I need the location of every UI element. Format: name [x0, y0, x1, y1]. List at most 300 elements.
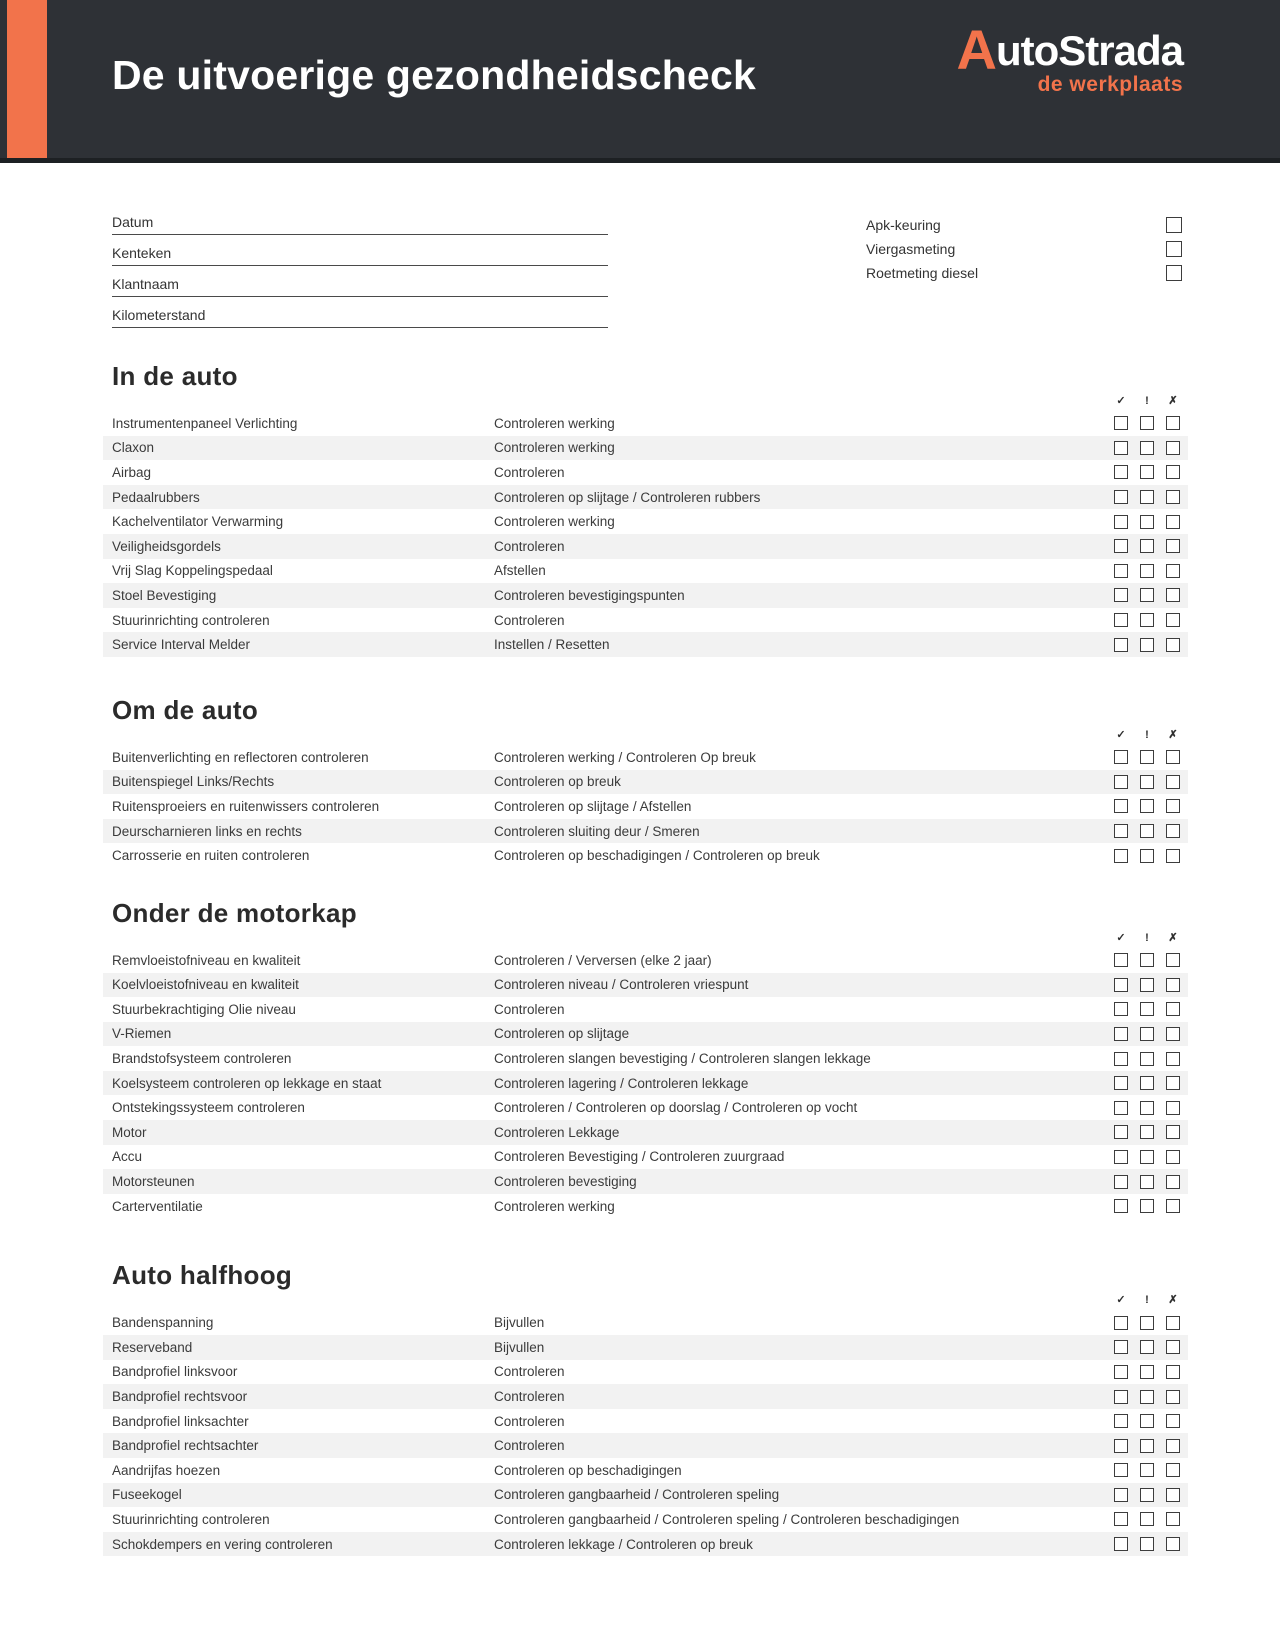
- cross-icon: ✗: [1168, 728, 1178, 741]
- row-checkbox-fail[interactable]: [1166, 1199, 1180, 1213]
- check-icon: ✓: [1116, 395, 1126, 407]
- row-checkbox-fail[interactable]: [1166, 515, 1180, 529]
- checklist-row: [103, 1310, 1188, 1335]
- cross-icon: ✗: [1168, 931, 1178, 944]
- row-checkbox-fail[interactable]: [1166, 564, 1180, 578]
- section-title: Auto halfhoog: [112, 1260, 293, 1291]
- row-checkbox-fail[interactable]: [1166, 1052, 1180, 1066]
- row-checkboxes: [1114, 490, 1180, 504]
- row-item-label: Ruitensproeiers en ruitenwissers controleren: [112, 798, 380, 814]
- row-item-label: Airbag: [112, 464, 152, 480]
- row-checkbox-ok[interactable]: [1114, 416, 1128, 430]
- row-checkbox-warn[interactable]: [1140, 1316, 1154, 1330]
- row-checkbox-warn[interactable]: [1140, 1175, 1154, 1189]
- row-checkbox-ok[interactable]: [1114, 824, 1128, 838]
- row-checkbox-warn[interactable]: [1140, 1439, 1154, 1453]
- row-action-label: Controleren: [494, 612, 565, 628]
- option-row: [866, 261, 1182, 285]
- row-checkbox-ok[interactable]: [1114, 515, 1128, 529]
- row-checkbox-warn[interactable]: [1140, 1027, 1154, 1041]
- row-checkbox-ok[interactable]: [1114, 1365, 1128, 1379]
- row-checkboxes: [1114, 1463, 1180, 1477]
- checklist-row: [103, 819, 1188, 844]
- row-item-label: Motor: [112, 1124, 147, 1140]
- row-item-label: Buitenspiegel Links/Rechts: [112, 774, 275, 790]
- row-item-label: Stoel Bevestiging: [112, 587, 217, 603]
- row-action-label: Controleren Lekkage: [494, 1124, 620, 1140]
- brand-logo: [956, 18, 1183, 96]
- row-checkbox-fail[interactable]: [1166, 1316, 1180, 1330]
- row-checkbox-warn[interactable]: [1140, 465, 1154, 479]
- row-item-label: Kachelventilator Verwarming: [112, 514, 284, 530]
- row-checkbox-fail[interactable]: [1166, 490, 1180, 504]
- row-checkbox-fail[interactable]: [1166, 1512, 1180, 1526]
- row-checkbox-warn[interactable]: [1140, 490, 1154, 504]
- row-action-label: Controleren op slijtage / Controleren rubbers: [494, 489, 761, 505]
- checklist-row: [103, 1458, 1188, 1483]
- row-checkbox-fail[interactable]: [1166, 465, 1180, 479]
- row-action-label: Controleren: [494, 464, 565, 480]
- brand-logo-subtitle: de werkplaats: [1037, 73, 1183, 96]
- row-checkboxes: [1114, 1316, 1180, 1330]
- row-item-label: Bandprofiel linksachter: [112, 1413, 249, 1429]
- row-checkbox-warn[interactable]: [1140, 1365, 1154, 1379]
- row-checkbox-ok[interactable]: [1114, 490, 1128, 504]
- row-item-label: Fuseekogel: [112, 1487, 182, 1503]
- row-checkbox-fail[interactable]: [1166, 750, 1180, 764]
- row-action-label: Controleren: [494, 1438, 565, 1454]
- row-checkbox-fail[interactable]: [1166, 1537, 1180, 1551]
- row-checkbox-warn[interactable]: [1140, 750, 1154, 764]
- row-checkbox-warn[interactable]: [1140, 441, 1154, 455]
- checklist-section: [103, 1260, 1188, 1556]
- checklist-row: [103, 843, 1188, 868]
- row-checkbox-warn[interactable]: [1140, 539, 1154, 553]
- form-field: [112, 213, 608, 235]
- row-checkboxes: [1114, 564, 1180, 578]
- row-checkbox-warn[interactable]: [1140, 638, 1154, 652]
- field-label: Kilometerstand: [112, 307, 206, 323]
- row-checkboxes: [1114, 849, 1180, 863]
- row-checkboxes: [1114, 465, 1180, 479]
- checklist-row: [103, 1095, 1188, 1120]
- row-action-label: Controleren: [494, 1364, 565, 1380]
- row-checkbox-warn[interactable]: [1140, 1512, 1154, 1526]
- row-checkbox-warn[interactable]: [1140, 1488, 1154, 1502]
- row-checkbox-warn[interactable]: [1140, 1150, 1154, 1164]
- field-label: Klantnaam: [112, 276, 179, 292]
- row-checkbox-ok[interactable]: [1114, 849, 1128, 863]
- row-action-label: Controleren lagering / Controleren lekkage: [494, 1075, 749, 1091]
- status-column-icons: [103, 1294, 1188, 1307]
- row-item-label: Aandrijfas hoezen: [112, 1462, 221, 1478]
- row-checkbox-warn[interactable]: [1140, 799, 1154, 813]
- row-checkboxes: [1114, 953, 1180, 967]
- row-checkbox-warn[interactable]: [1140, 1002, 1154, 1016]
- row-checkbox-ok[interactable]: [1114, 1316, 1128, 1330]
- row-checkbox-ok[interactable]: [1114, 1463, 1128, 1477]
- row-checkbox-ok[interactable]: [1114, 799, 1128, 813]
- row-checkbox-warn[interactable]: [1140, 564, 1154, 578]
- row-action-label: Controleren bevestiging: [494, 1174, 637, 1190]
- row-checkbox-fail[interactable]: [1166, 953, 1180, 967]
- row-action-label: Instellen / Resetten: [494, 637, 610, 653]
- checklist-section: [103, 898, 1188, 1219]
- row-action-label: Controleren bevestigingspunten: [494, 587, 685, 603]
- row-checkbox-ok[interactable]: [1114, 1027, 1128, 1041]
- row-checkbox-ok[interactable]: [1114, 750, 1128, 764]
- checklist-row: [103, 1169, 1188, 1194]
- checklist-row: [103, 745, 1188, 770]
- row-checkboxes: [1114, 1512, 1180, 1526]
- row-item-label: Accu: [112, 1149, 143, 1165]
- brand-logo-wordmark: [956, 18, 1183, 81]
- row-checkbox-fail[interactable]: [1166, 1463, 1180, 1477]
- option-label: Roetmeting diesel: [866, 265, 979, 281]
- row-item-label: Bandprofiel rechtsvoor: [112, 1389, 248, 1405]
- row-checkbox-warn[interactable]: [1140, 1537, 1154, 1551]
- row-checkbox-ok[interactable]: [1114, 1101, 1128, 1115]
- row-item-label: Ontstekingssysteem controleren: [112, 1100, 305, 1116]
- page-header: [0, 0, 1280, 163]
- checklist-row: [103, 485, 1188, 510]
- row-checkbox-fail[interactable]: [1166, 1414, 1180, 1428]
- row-checkbox-ok[interactable]: [1114, 564, 1128, 578]
- row-checkbox-fail[interactable]: [1166, 775, 1180, 789]
- warning-icon: !: [1145, 931, 1149, 944]
- row-checkbox-warn[interactable]: [1140, 1390, 1154, 1404]
- row-action-label: Controleren: [494, 538, 565, 554]
- row-checkbox-ok[interactable]: [1114, 441, 1128, 455]
- row-checkbox-ok[interactable]: [1114, 1052, 1128, 1066]
- check-icon: ✓: [1116, 931, 1126, 944]
- row-action-label: Controleren op slijtage / Afstellen: [494, 798, 692, 814]
- section-rows: [103, 1310, 1188, 1556]
- row-item-label: Stuurinrichting controleren: [112, 612, 270, 628]
- row-checkbox-ok[interactable]: [1114, 539, 1128, 553]
- row-action-label: Controleren werking: [494, 440, 615, 456]
- form-fields: [112, 213, 608, 337]
- section-title: Onder de motorkap: [112, 897, 357, 928]
- warning-icon: !: [1145, 728, 1149, 741]
- row-item-label: Koelvloeistofniveau en kwaliteit: [112, 977, 299, 993]
- row-item-label: Motorsteunen: [112, 1174, 195, 1190]
- row-checkbox-warn[interactable]: [1140, 1199, 1154, 1213]
- checklist-row: [103, 1384, 1188, 1409]
- row-checkboxes: [1114, 1390, 1180, 1404]
- row-checkbox-fail[interactable]: [1166, 1150, 1180, 1164]
- row-checkboxes: [1114, 1365, 1180, 1379]
- option-checkbox[interactable]: [1166, 217, 1182, 233]
- row-checkbox-ok[interactable]: [1114, 613, 1128, 627]
- row-checkbox-fail[interactable]: [1166, 441, 1180, 455]
- row-checkbox-fail[interactable]: [1166, 1365, 1180, 1379]
- row-item-label: Schokdempers en vering controleren: [112, 1536, 333, 1552]
- row-action-label: Controleren gangbaarheid / Controleren speling: [494, 1487, 780, 1503]
- row-checkboxes: [1114, 1199, 1180, 1213]
- checklist-row: [103, 973, 1188, 998]
- row-checkbox-warn[interactable]: [1140, 416, 1154, 430]
- row-item-label: Instrumentenpaneel Verlichting: [112, 415, 298, 431]
- field-label: Datum: [112, 214, 154, 230]
- checklist-row: [103, 1433, 1188, 1458]
- row-checkbox-ok[interactable]: [1114, 1199, 1128, 1213]
- checklist-row: [103, 1335, 1188, 1360]
- row-checkbox-ok[interactable]: [1114, 775, 1128, 789]
- row-checkboxes: [1114, 824, 1180, 838]
- field-input-line[interactable]: [112, 265, 608, 266]
- checklist-row: [103, 1532, 1188, 1557]
- checklist-row: [103, 509, 1188, 534]
- checklist-row: [103, 1194, 1188, 1219]
- row-checkboxes: [1114, 1340, 1180, 1354]
- row-checkbox-ok[interactable]: [1114, 1150, 1128, 1164]
- row-item-label: Koelsysteem controleren op lekkage en staat: [112, 1075, 382, 1091]
- row-checkbox-ok[interactable]: [1114, 1439, 1128, 1453]
- row-action-label: Controleren werking: [494, 514, 615, 530]
- row-checkboxes: [1114, 515, 1180, 529]
- row-checkbox-warn[interactable]: [1140, 953, 1154, 967]
- status-column-icons: [103, 932, 1188, 945]
- row-checkbox-warn[interactable]: [1140, 978, 1154, 992]
- checklist-row: [103, 1409, 1188, 1434]
- row-checkboxes: [1114, 539, 1180, 553]
- status-column-icons: [103, 395, 1188, 408]
- row-checkboxes: [1114, 978, 1180, 992]
- row-checkbox-ok[interactable]: [1114, 1390, 1128, 1404]
- row-checkbox-ok[interactable]: [1114, 1125, 1128, 1139]
- checklist-row: [103, 583, 1188, 608]
- warning-icon: !: [1145, 1294, 1149, 1307]
- row-checkbox-warn[interactable]: [1140, 775, 1154, 789]
- row-action-label: Controleren gangbaarheid / Controleren speling / Controleren beschadigingen: [494, 1511, 960, 1527]
- check-icon: ✓: [1116, 1294, 1126, 1307]
- checklist-row: [103, 608, 1188, 633]
- sections: [0, 361, 1280, 1556]
- field-input-line[interactable]: [112, 327, 608, 328]
- row-item-label: Stuurbekrachtiging Olie niveau: [112, 1001, 296, 1017]
- row-action-label: Controleren slangen bevestiging / Controleren slangen lekkage: [494, 1051, 871, 1067]
- row-checkbox-fail[interactable]: [1166, 849, 1180, 863]
- row-checkboxes: [1114, 799, 1180, 813]
- row-checkbox-fail[interactable]: [1166, 1439, 1180, 1453]
- brand-logo-rest: utoStrada: [995, 27, 1183, 74]
- row-checkbox-fail[interactable]: [1166, 1027, 1180, 1041]
- row-checkbox-fail[interactable]: [1166, 824, 1180, 838]
- row-item-label: Bandprofiel linksvoor: [112, 1364, 238, 1380]
- row-action-label: Controleren op beschadigingen / Controleren op breuk: [494, 848, 820, 864]
- checklist-row: [103, 1120, 1188, 1145]
- option-row: [866, 237, 1182, 261]
- row-checkboxes: [1114, 750, 1180, 764]
- row-item-label: Carrosserie en ruiten controleren: [112, 848, 310, 864]
- checklist-row: [103, 1483, 1188, 1508]
- cross-icon: ✗: [1168, 395, 1178, 407]
- row-checkbox-ok[interactable]: [1114, 638, 1128, 652]
- form-field: [112, 244, 608, 266]
- brand-logo-accent-letter: A: [956, 18, 996, 81]
- row-action-label: Controleren sluiting deur / Smeren: [494, 823, 700, 839]
- row-action-label: Controleren lekkage / Controleren op breuk: [494, 1536, 753, 1552]
- cross-icon: ✗: [1168, 1294, 1178, 1307]
- row-item-label: Brandstofsysteem controleren: [112, 1051, 292, 1067]
- form-field: [112, 275, 608, 297]
- row-action-label: Bijvullen: [494, 1339, 545, 1355]
- row-action-label: Controleren: [494, 1413, 565, 1429]
- row-checkbox-fail[interactable]: [1166, 638, 1180, 652]
- row-checkbox-warn[interactable]: [1140, 1414, 1154, 1428]
- row-checkboxes: [1114, 1101, 1180, 1115]
- checklist-row: [103, 997, 1188, 1022]
- checklist-row: [103, 1145, 1188, 1170]
- row-checkbox-ok[interactable]: [1114, 1175, 1128, 1189]
- row-action-label: Controleren op beschadigingen: [494, 1462, 682, 1478]
- row-action-label: Controleren: [494, 1389, 565, 1405]
- checklist-row: [103, 436, 1188, 461]
- row-checkbox-ok[interactable]: [1114, 465, 1128, 479]
- row-checkboxes: [1114, 638, 1180, 652]
- row-checkbox-fail[interactable]: [1166, 1175, 1180, 1189]
- row-checkbox-ok[interactable]: [1114, 1340, 1128, 1354]
- row-checkbox-fail[interactable]: [1166, 613, 1180, 627]
- row-checkboxes: [1114, 1002, 1180, 1016]
- row-checkboxes: [1114, 1488, 1180, 1502]
- checklist-row: [103, 559, 1188, 584]
- row-item-label: V-Riemen: [112, 1026, 172, 1042]
- row-checkbox-ok[interactable]: [1114, 1414, 1128, 1428]
- checklist-section: [103, 361, 1188, 657]
- row-checkbox-warn[interactable]: [1140, 824, 1154, 838]
- row-action-label: Controleren werking: [494, 1198, 615, 1214]
- row-checkbox-fail[interactable]: [1166, 978, 1180, 992]
- field-input-line[interactable]: [112, 234, 608, 235]
- row-action-label: Controleren werking: [494, 415, 615, 431]
- row-item-label: Buitenverlichting en reflectoren controleren: [112, 749, 369, 765]
- row-checkbox-ok[interactable]: [1114, 1488, 1128, 1502]
- warning-icon: !: [1145, 395, 1149, 407]
- row-checkbox-ok[interactable]: [1114, 1076, 1128, 1090]
- row-checkbox-fail[interactable]: [1166, 1340, 1180, 1354]
- section-title: Om de auto: [112, 694, 259, 725]
- row-checkboxes: [1114, 416, 1180, 430]
- row-item-label: Veiligheidsgordels: [112, 538, 221, 554]
- option-checkbox[interactable]: [1166, 241, 1182, 257]
- section-rows: [103, 948, 1188, 1219]
- row-checkbox-fail[interactable]: [1166, 539, 1180, 553]
- row-item-label: Carterventilatie: [112, 1198, 203, 1214]
- checklist-row: [103, 411, 1188, 436]
- checklist-section: [103, 695, 1188, 868]
- row-checkboxes: [1114, 1027, 1180, 1041]
- row-action-label: Afstellen: [494, 563, 546, 579]
- row-checkbox-warn[interactable]: [1140, 1463, 1154, 1477]
- section-rows: [103, 745, 1188, 868]
- row-checkbox-fail[interactable]: [1166, 799, 1180, 813]
- row-checkbox-fail[interactable]: [1166, 416, 1180, 430]
- checklist-row: [103, 1046, 1188, 1071]
- row-item-label: Stuurinrichting controleren: [112, 1511, 270, 1527]
- row-checkbox-fail[interactable]: [1166, 1125, 1180, 1139]
- checklist-row: [103, 534, 1188, 559]
- row-checkbox-warn[interactable]: [1140, 849, 1154, 863]
- status-column-icons: [103, 729, 1188, 742]
- check-icon: ✓: [1116, 728, 1126, 741]
- row-action-label: Controleren / Verversen (elke 2 jaar): [494, 952, 712, 968]
- form-field: [112, 306, 608, 328]
- row-item-label: Remvloeistofniveau en kwaliteit: [112, 952, 301, 968]
- row-action-label: Controleren op slijtage: [494, 1026, 630, 1042]
- row-action-label: Controleren: [494, 1001, 565, 1017]
- row-checkbox-warn[interactable]: [1140, 515, 1154, 529]
- row-item-label: Claxon: [112, 440, 155, 456]
- row-checkboxes: [1114, 441, 1180, 455]
- row-checkboxes: [1114, 1537, 1180, 1551]
- option-checkbox[interactable]: [1166, 265, 1182, 281]
- checklist-row: [103, 632, 1188, 657]
- row-item-label: Deurscharnieren links en rechts: [112, 823, 302, 839]
- row-action-label: Controleren Bevestiging / Controleren zuurgraad: [494, 1149, 785, 1165]
- row-action-label: Controleren op breuk: [494, 774, 621, 790]
- accent-bar: [7, 0, 47, 158]
- row-action-label: Controleren werking / Controleren Op breuk: [494, 749, 756, 765]
- field-label: Kenteken: [112, 245, 172, 261]
- row-checkbox-ok[interactable]: [1114, 1512, 1128, 1526]
- section-rows: [103, 411, 1188, 657]
- row-checkbox-warn[interactable]: [1140, 1052, 1154, 1066]
- row-checkboxes: [1114, 613, 1180, 627]
- row-action-label: Bijvullen: [494, 1315, 545, 1331]
- row-checkbox-warn[interactable]: [1140, 588, 1154, 602]
- row-checkboxes: [1114, 1439, 1180, 1453]
- row-action-label: Controleren / Controleren op doorslag / Controleren op vocht: [494, 1100, 858, 1116]
- row-checkboxes: [1114, 775, 1180, 789]
- row-checkbox-fail[interactable]: [1166, 1390, 1180, 1404]
- form-area: [0, 213, 1280, 325]
- row-checkbox-warn[interactable]: [1140, 1101, 1154, 1115]
- row-checkbox-ok[interactable]: [1114, 588, 1128, 602]
- form-options: [866, 213, 1182, 285]
- checklist-row: [103, 1071, 1188, 1096]
- row-checkboxes: [1114, 1150, 1180, 1164]
- checklist-row: [103, 460, 1188, 485]
- row-checkbox-fail[interactable]: [1166, 1076, 1180, 1090]
- row-item-label: Vrij Slag Koppelingspedaal: [112, 563, 273, 579]
- row-item-label: Pedaalrubbers: [112, 489, 200, 505]
- checklist-row: [103, 1022, 1188, 1047]
- option-label: Apk-keuring: [866, 217, 941, 233]
- option-row: [866, 213, 1182, 237]
- row-checkbox-warn[interactable]: [1140, 1125, 1154, 1139]
- row-checkbox-warn[interactable]: [1140, 1076, 1154, 1090]
- row-checkbox-fail[interactable]: [1166, 1101, 1180, 1115]
- row-checkbox-ok[interactable]: [1114, 1002, 1128, 1016]
- checklist-row: [103, 794, 1188, 819]
- row-checkbox-fail[interactable]: [1166, 1488, 1180, 1502]
- row-checkbox-ok[interactable]: [1114, 1537, 1128, 1551]
- row-action-label: Controleren niveau / Controleren vriespunt: [494, 977, 749, 993]
- row-checkbox-warn[interactable]: [1140, 1340, 1154, 1354]
- row-checkbox-warn[interactable]: [1140, 613, 1154, 627]
- row-checkbox-ok[interactable]: [1114, 978, 1128, 992]
- row-item-label: Reserveband: [112, 1339, 193, 1355]
- option-label: Viergasmeting: [866, 241, 956, 257]
- section-title: In de auto: [112, 361, 238, 391]
- row-item-label: Bandenspanning: [112, 1315, 214, 1331]
- row-checkbox-fail[interactable]: [1166, 588, 1180, 602]
- row-checkbox-fail[interactable]: [1166, 1002, 1180, 1016]
- field-input-line[interactable]: [112, 296, 608, 297]
- row-checkbox-ok[interactable]: [1114, 953, 1128, 967]
